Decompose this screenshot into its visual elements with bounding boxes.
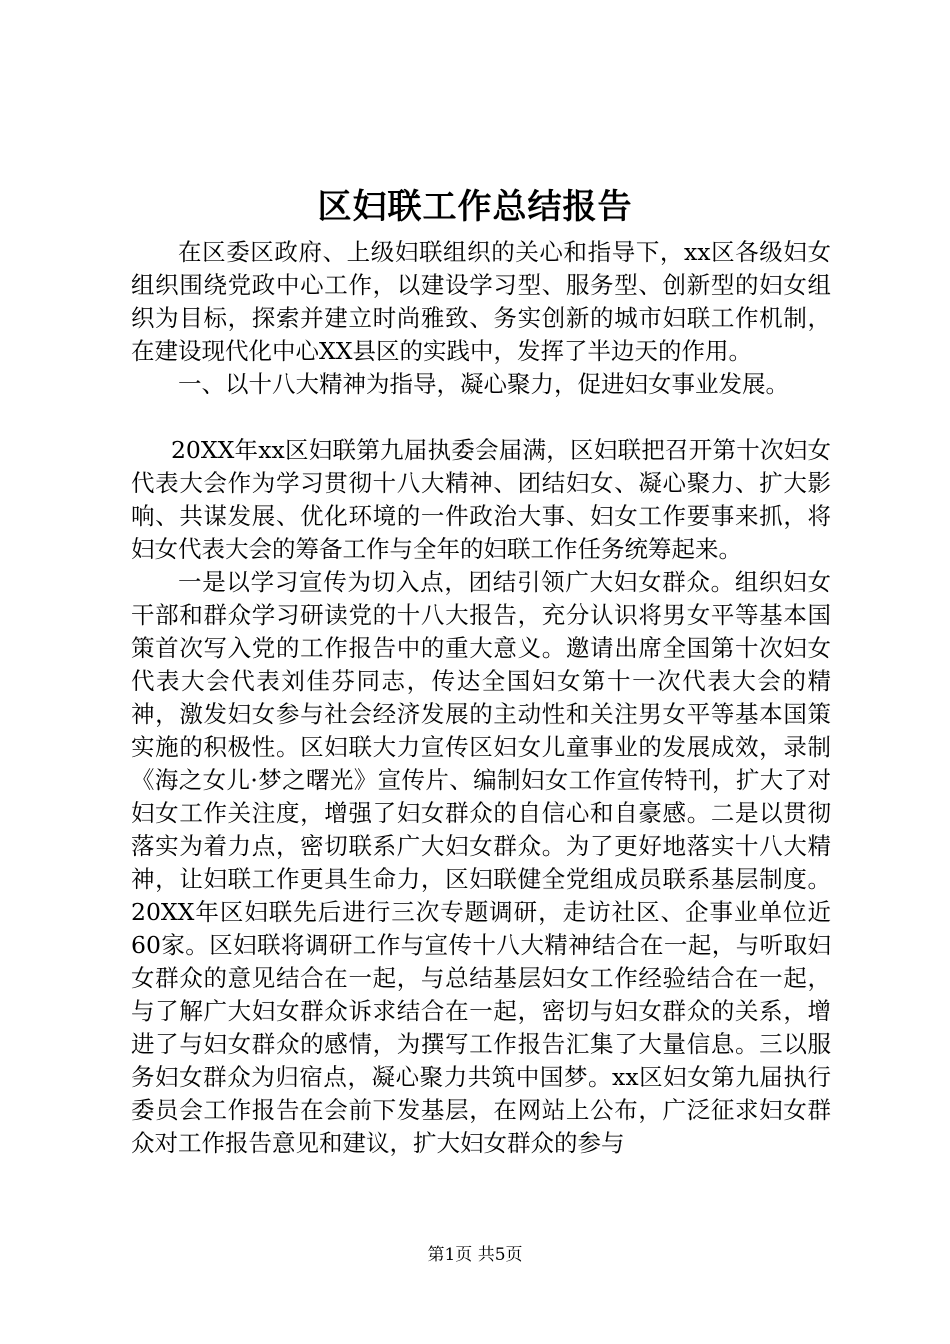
document-title: 区妇联工作总结报告 xyxy=(317,187,633,227)
section-heading-1: 一、以十八大精神为指导，凝心聚力，促进妇女事业发展。 xyxy=(178,370,789,398)
paragraph-congress: 20XX年xx区妇联第九届执委会届满，区妇联把召开第十次妇女代表大会作为学习贯彻十八大精神、团结妇女、凝心聚力、扩大影响、共谋发展、优化环境的一件政治大事、妇女工作要事来抓，将妇女代表大会的筹备工作与全年的妇联工作任务统筹起来。 xyxy=(131,436,831,563)
page-footer: 第1页 共5页 xyxy=(427,1245,523,1265)
paragraph-intro: 在区委区政府、上级妇联组织的关心和指导下，xx区各级妇女组织围绕党政中心工作，以建设学习型、服务型、创新型的妇女组织为目标，探索并建立时尚雅致、务实创新的城市妇联工作机制，在建设现代化中心XX县区的实践中，发挥了半边天的作用。 xyxy=(131,238,831,365)
paragraph-details: 一是以学习宣传为切入点，团结引领广大妇女群众。组织妇女干部和群众学习研读党的十八大报告，充分认识将男女平等基本国策首次写入党的工作报告中的重大意义。邀请出席全国第十次妇女代表大会代表刘佳芬同志，传达全国妇女第十一次代表大会的精神，激发妇女参与社会经济发展的主动性和关注男女平等基本国策实施的积极性。区妇联大力宣传区妇女儿童事业的发展成效，录制《海之女儿·梦之曙光》宣传片、编制妇女工作宣传特刊，扩大了对妇女工作关注度，增强了妇女群众的自信心和自豪感。二是以贯彻落实为着力点，密切联系广大妇女群众。为了更好地落实十八大精神，让妇联工作更具生命力，区妇联健全党组成员联系基层制度。20XX年区妇联先后进行三次专题调研，走访社区、企事业单位近60家。区妇联将调研工作与宣传十八大精神结合在一起，与听取妇女群众的意见结合在一起，与总结基层妇女工作经验结合在一起，与了解广大妇女群众诉求结合在一起，密切与妇女群众的关系，增进了与妇女群众的感情，为撰写工作报告汇集了大量信息。三以服务妇女群众为归宿点，凝心聚力共筑中国梦。xx区妇女第九届执行委员会工作报告在会前下发基层，在网站上公布，广泛征求妇女群众对工作报告意见和建议，扩大妇女群众的参与 xyxy=(131,568,831,1157)
document-body xyxy=(131,236,831,1160)
